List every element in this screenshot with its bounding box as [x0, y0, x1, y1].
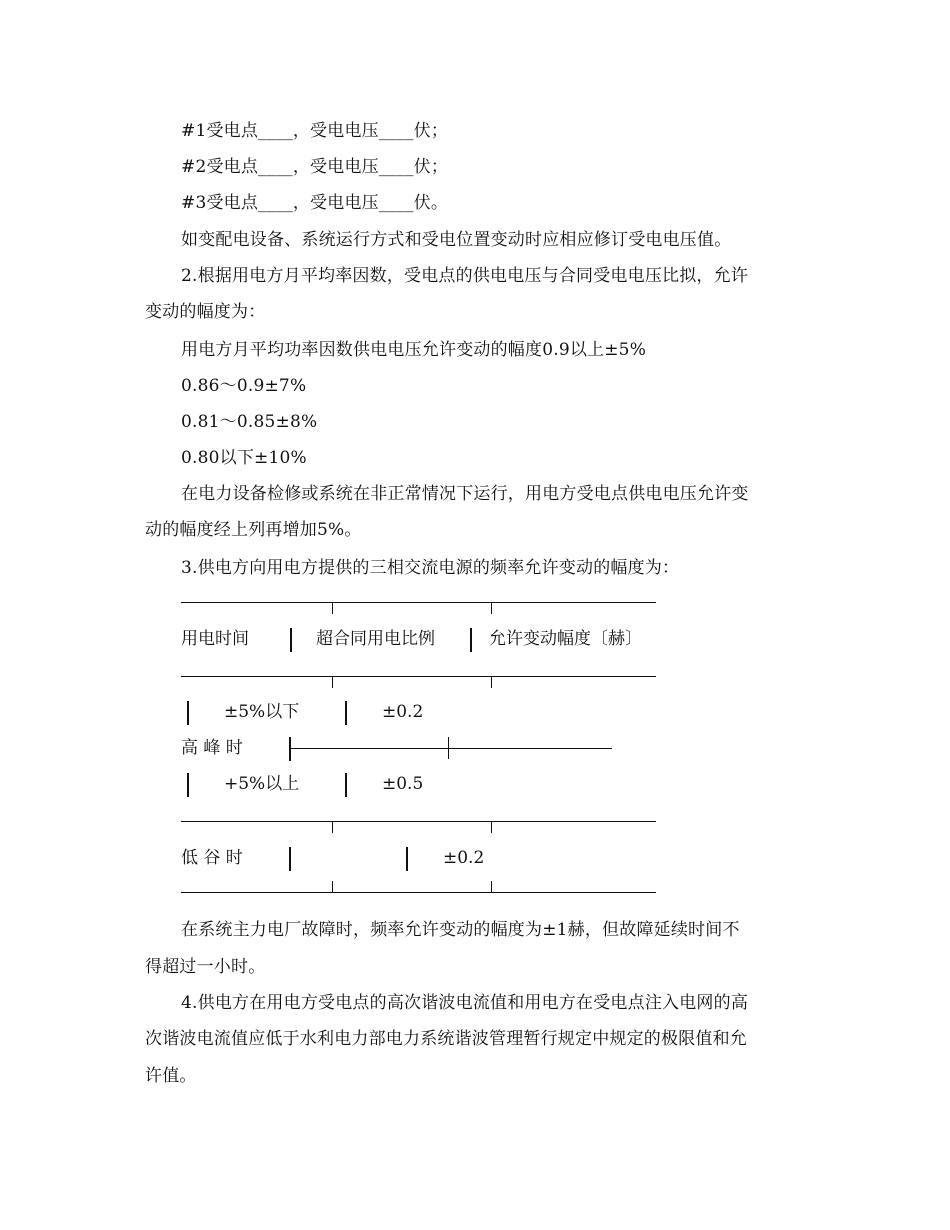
- table-tick: [491, 676, 492, 688]
- peak-high-ratio: +5%以上: [224, 774, 300, 794]
- valley-range: ±0.2: [443, 848, 485, 868]
- table-rule-mid: [181, 821, 656, 822]
- clause4-line3: 许值。: [145, 1066, 197, 1086]
- table-rule-header: [181, 676, 656, 677]
- receiving-point-1: #1受电点____，受电电压____伏；: [181, 121, 449, 141]
- table-bar: [289, 737, 291, 761]
- table-bar: [290, 628, 292, 652]
- table-tick: [491, 821, 492, 833]
- header-allowed-range: 允许变动幅度〔赫〕: [489, 629, 642, 649]
- valley-label: 低 谷 时: [181, 848, 243, 868]
- table-tick: [332, 602, 333, 614]
- table-bar: [289, 847, 291, 871]
- receiving-point-2: #2受电点____，受电电压____伏；: [181, 157, 449, 177]
- table-tick: [491, 602, 492, 614]
- table-tick: [332, 676, 333, 688]
- fault-line1: 在系统主力电厂故障时，频率允许变动的幅度为±1赫，但故障延续时间不: [181, 920, 740, 940]
- header-excess-ratio: 超合同用电比例: [316, 629, 435, 649]
- table-bar: [187, 773, 189, 797]
- table-rule-peak: [290, 748, 612, 749]
- receiving-point-3: #3受电点____，受电电压____伏。: [181, 193, 449, 213]
- clause2-line2: 变动的幅度为：: [145, 302, 266, 322]
- table-bar: [470, 628, 472, 652]
- peak-high-range: ±0.5: [382, 774, 424, 794]
- table-bar: [406, 847, 408, 871]
- voltage-row-2: 0.86～0.9±7%: [181, 376, 307, 396]
- table-rule-bottom: [181, 892, 656, 893]
- clause4-line2: 次谐波电流值应低于水利电力部电力系统谐波管理暂行规定中规定的极限值和允: [145, 1029, 747, 1049]
- table-bar: [345, 701, 347, 725]
- fault-line2: 得超过一小时。: [145, 957, 266, 977]
- header-usage-time: 用电时间: [181, 629, 249, 649]
- table-tick: [332, 881, 333, 892]
- clause4-line1: 4.供电方在用电方受电点的高次谐波电流值和用电方在受电点注入电网的高: [181, 993, 749, 1013]
- table-tick: [448, 737, 449, 759]
- table-tick: [332, 821, 333, 833]
- revise-note: 如变配电设备、系统运行方式和受电位置变动时应相应修订受电电压值。: [181, 230, 732, 250]
- voltage-row-1: 用电方月平均功率因数供电电压允许变动的幅度0.9以上±5%: [181, 340, 647, 360]
- table-rule-top: [181, 602, 656, 603]
- clause2-line1: 2.根据用电方月平均率因数，受电点的供电电压与合同受电电压比拟，允许: [181, 266, 749, 286]
- clause2-extra-line1: 在电力设备检修或系统在非正常情况下运行，用电方受电点供电电压允许变: [181, 484, 749, 504]
- table-bar: [345, 773, 347, 797]
- table-bar: [187, 701, 189, 725]
- voltage-row-4: 0.80以下±10%: [181, 448, 307, 468]
- clause2-extra-line2: 动的幅度经上列再增加5%。: [145, 520, 362, 540]
- peak-low-range: ±0.2: [382, 702, 424, 722]
- clause3-line1: 3.供电方向用电方提供的三相交流电源的频率允许变动的幅度为：: [181, 558, 680, 578]
- peak-low-ratio: ±5%以下: [224, 702, 300, 722]
- peak-label: 高 峰 时: [181, 738, 243, 758]
- table-tick: [491, 881, 492, 892]
- voltage-row-3: 0.81～0.85±8%: [181, 412, 318, 432]
